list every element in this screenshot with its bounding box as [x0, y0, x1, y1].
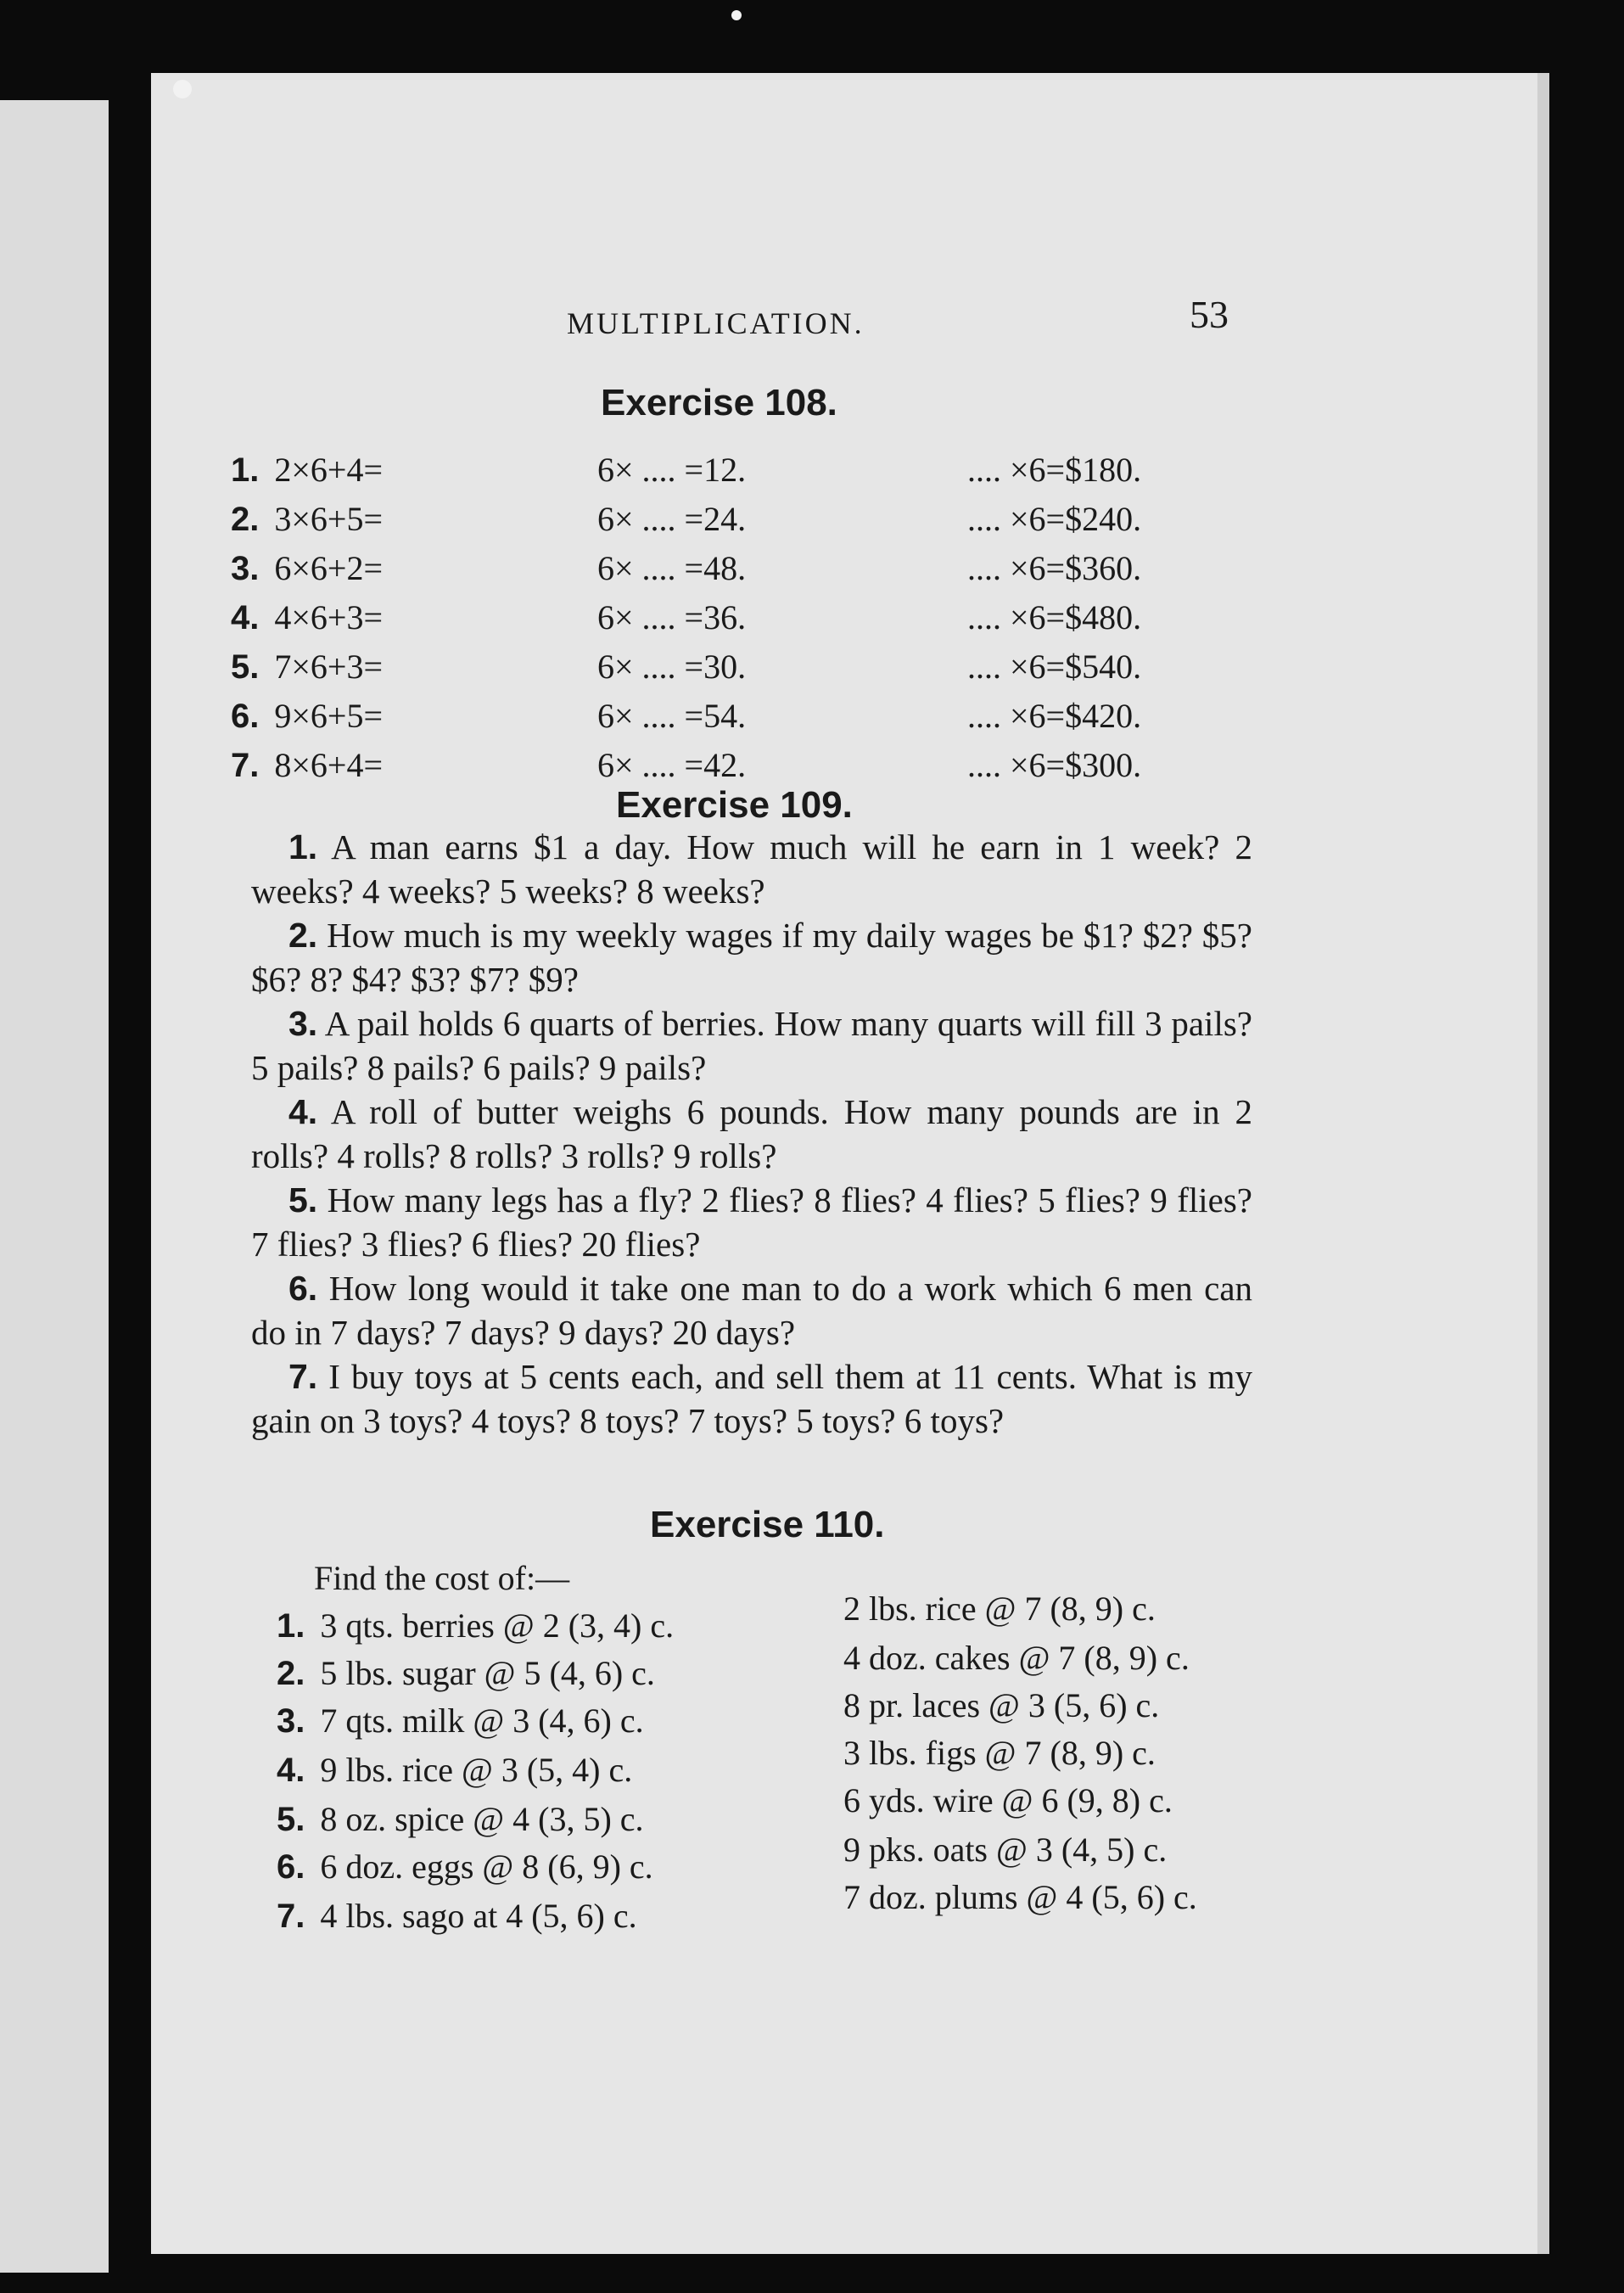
word-problem	[251, 913, 1252, 1001]
word-problem	[251, 825, 1252, 913]
cost-item-right: 2 lbs. rice @ 7 (8, 9) c.	[843, 1589, 1156, 1628]
expression: 7×6+3=	[274, 648, 384, 686]
running-head: MULTIPLICATION.	[567, 306, 865, 340]
cost-item-left	[277, 1606, 674, 1645]
page-number: 53	[1190, 293, 1229, 336]
problem-text: How long would it take one man to do a work which 6 men can do in 7 days? 7 days? 9 days? 20 days?	[251, 1269, 1253, 1352]
fill-in-product: 6× .... =30.	[597, 648, 747, 686]
word-problem	[251, 1354, 1252, 1443]
problem-number: 5.	[288, 1180, 318, 1219]
cost-item-left	[277, 1799, 644, 1839]
fill-in-product: 6× .... =24.	[597, 500, 747, 538]
expression: 4×6+3=	[274, 598, 384, 636]
cost-item-left	[277, 1701, 644, 1741]
cost-item-right: 8 pr. laces @ 3 (5, 6) c.	[843, 1686, 1160, 1724]
problem-number: 2.	[288, 916, 318, 955]
row-number: 4.	[277, 1752, 305, 1789]
cost-item-left	[277, 1847, 653, 1887]
cost-text: 9 lbs. rice @ 3 (5, 4) c.	[320, 1751, 633, 1789]
fill-in-product: 6× .... =48.	[597, 549, 747, 587]
row-number: 5.	[277, 1801, 305, 1838]
expression: 2×6+4=	[274, 451, 384, 489]
expression: 8×6+4=	[274, 746, 384, 784]
cost-text: 6 doz. eggs @ 8 (6, 9) c.	[320, 1847, 653, 1886]
expression: 6×6+2=	[274, 549, 384, 587]
cost-text: 3 qts. berries @ 2 (3, 4) c.	[320, 1606, 675, 1645]
exercise-110-intro: Find the cost of:—	[314, 1559, 570, 1597]
row-number: 7.	[277, 1898, 305, 1935]
word-problem	[251, 1178, 1252, 1266]
row-number: 2.	[277, 1655, 305, 1692]
row-number: 3.	[231, 550, 260, 587]
cost-item-right: 6 yds. wire @ 6 (9, 8) c.	[843, 1781, 1173, 1819]
problem-text: A man earns $1 a day. How much will he earn in 1 week? 2 weeks? 4 weeks? 5 weeks? 8 weeks?	[251, 827, 1252, 911]
fill-in-dollars: .... ×6=$360.	[967, 549, 1142, 587]
cost-item-left	[277, 1750, 632, 1790]
word-problem	[251, 1001, 1252, 1090]
fill-in-product: 6× .... =12.	[597, 451, 747, 489]
row-number: 1.	[277, 1607, 305, 1645]
row-number: 6.	[231, 698, 260, 735]
problem-number: 6.	[288, 1269, 318, 1308]
exercise-110-title: Exercise 110.	[650, 1504, 885, 1545]
cost-text: 8 oz. spice @ 4 (3, 5) c.	[320, 1800, 644, 1838]
fill-in-dollars: .... ×6=$180.	[967, 451, 1142, 489]
row-number: 3.	[277, 1702, 305, 1740]
row-number: 1.	[231, 451, 260, 489]
problem-text: A roll of butter weighs 6 pounds. How many pounds are in 2 rolls? 4 rolls? 8 rolls? 3 rolls? 9 rolls?	[251, 1092, 1252, 1175]
exercise-109-problems	[251, 825, 1252, 1443]
cost-item-right: 9 pks. oats @ 3 (4, 5) c.	[843, 1830, 1168, 1869]
cost-item-left	[277, 1896, 637, 1936]
word-problem	[251, 1090, 1252, 1178]
page-edge-shadow	[1537, 73, 1549, 2254]
cost-item-right: 4 doz. cakes @ 7 (8, 9) c.	[843, 1639, 1190, 1677]
problem-text: How many legs has a fly? 2 flies? 8 flies? 4 flies? 5 flies? 9 flies? 7 flies? 3 flies? 6 flies? 20 flies?	[251, 1180, 1252, 1264]
fill-in-dollars: .... ×6=$540.	[967, 648, 1142, 686]
problem-number: 4.	[288, 1092, 318, 1131]
expression: 3×6+5=	[274, 500, 384, 538]
exercise-109-title: Exercise 109.	[616, 784, 853, 826]
problem-number: 3.	[288, 1004, 318, 1043]
exercise-108-title: Exercise 108.	[601, 382, 837, 423]
fill-in-dollars: .... ×6=$480.	[967, 598, 1142, 636]
fill-in-product: 6× .... =54.	[597, 697, 747, 735]
fill-in-dollars: .... ×6=$240.	[967, 500, 1142, 538]
fill-in-dollars: .... ×6=$300.	[967, 746, 1142, 784]
problem-number: 1.	[288, 827, 318, 866]
cost-text: 4 lbs. sago at 4 (5, 6) c.	[320, 1897, 637, 1935]
fill-in-product: 6× .... =36.	[597, 598, 747, 636]
dust-speck	[731, 10, 742, 20]
row-number: 4.	[231, 599, 260, 636]
cost-item-left	[277, 1653, 655, 1693]
dust-speck	[173, 80, 192, 98]
fill-in-dollars: .... ×6=$420.	[967, 697, 1142, 735]
cost-text: 7 qts. milk @ 3 (4, 6) c.	[320, 1702, 644, 1740]
left-page-edge	[0, 100, 109, 2273]
row-number: 6.	[277, 1848, 305, 1886]
row-number: 7.	[231, 747, 260, 784]
row-number: 5.	[231, 648, 260, 686]
problem-text: A pail holds 6 quarts of berries. How many quarts will fill 3 pails? 5 pails? 8 pails? 6 pails? 9 pails?	[251, 1004, 1252, 1087]
cost-item-right: 7 doz. plums @ 4 (5, 6) c.	[843, 1878, 1197, 1916]
row-number: 2.	[231, 501, 260, 538]
expression: 9×6+5=	[274, 697, 384, 735]
cost-text: 5 lbs. sugar @ 5 (4, 6) c.	[320, 1654, 655, 1692]
fill-in-product: 6× .... =42.	[597, 746, 747, 784]
problem-number: 7.	[288, 1357, 318, 1396]
cost-item-right: 3 lbs. figs @ 7 (8, 9) c.	[843, 1734, 1156, 1772]
word-problem	[251, 1266, 1252, 1354]
problem-text: How much is my weekly wages if my daily wages be $1? $2? $5? $6? 8? $4? $3? $7? $9?	[251, 916, 1252, 999]
problem-text: I buy toys at 5 cents each, and sell them at 11 cents. What is my gain on 3 toys? 4 toys? 8 toys? 7 toys? 5 toys? 6 toys?	[251, 1357, 1252, 1440]
